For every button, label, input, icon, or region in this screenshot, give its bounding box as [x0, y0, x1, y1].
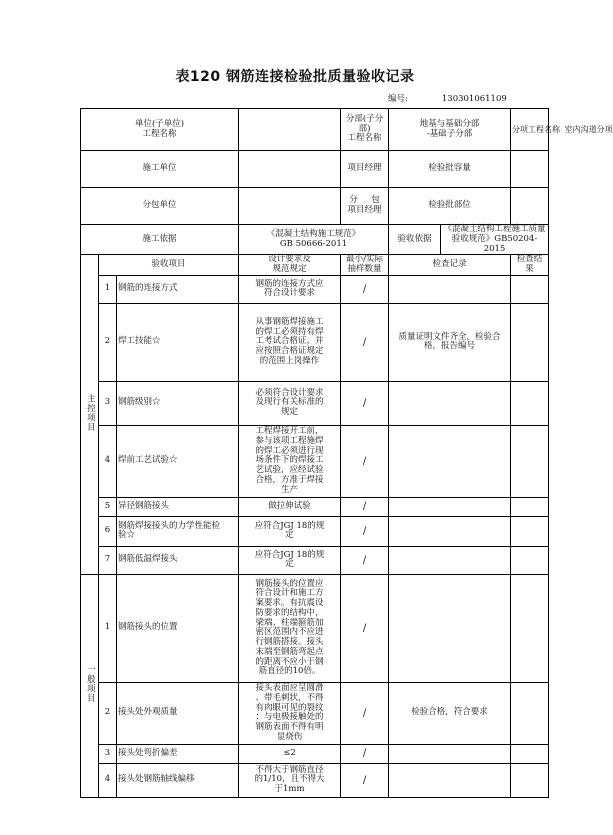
item-number: 3: [99, 381, 117, 425]
general-group-label: 一般项目: [85, 664, 96, 703]
item-record: [389, 574, 511, 682]
item-result: [511, 682, 549, 744]
general-group: [81, 574, 99, 797]
item-name: 钢筋焊接接头的力学性能检 验☆: [117, 516, 239, 546]
sub-item-value: [511, 109, 613, 151]
item-name: 钢筋接头的位置: [117, 574, 239, 682]
table-row: [81, 303, 549, 381]
item-name: 异径钢筋接头: [117, 497, 239, 516]
item-design: 工程焊接开工前， 参与该项工程施焊 的焊工必须进行现 场条件下的焊接工 艺试验，应经试验 合格，方准于焊接 生产: [239, 425, 341, 497]
header-row-project: [81, 109, 549, 151]
project-manager-label: 项目经理: [341, 151, 389, 188]
acceptance-record-table: [80, 108, 613, 798]
column-header-row: [81, 255, 549, 276]
item-sample: /: [341, 744, 389, 763]
item-number: 5: [99, 497, 117, 516]
header-row-basis: [81, 225, 549, 255]
item-number: 6: [99, 516, 117, 546]
document-number-label: 编号:: [388, 94, 408, 104]
item-design: 钢筋的连接方式应 符合设计要求: [239, 275, 341, 303]
item-result: [511, 744, 549, 763]
batch-capacity-value: [511, 151, 549, 188]
contractor-label: 施工单位: [81, 151, 239, 188]
item-sample: /: [341, 574, 389, 682]
item-record: [389, 497, 511, 516]
page-title: 表120 钢筋连接检验批质量验收记录: [175, 69, 415, 85]
division-project-value: 地基与基础分部 -基础子分部: [389, 109, 511, 151]
column-header-record: 检查记录: [389, 255, 511, 276]
unit-project-value: [239, 109, 341, 151]
item-sample: /: [341, 303, 389, 381]
item-number: 4: [99, 763, 117, 797]
item-sample: /: [341, 546, 389, 574]
table-row: [81, 744, 549, 763]
item-design: 做拉伸试验: [239, 497, 341, 516]
general-record-text: 检验合格，符合要求: [389, 682, 511, 744]
table-row: [81, 574, 549, 682]
item-number: 1: [99, 275, 117, 303]
column-header-sample: 最小/实际 抽样数量: [341, 255, 389, 276]
item-sample: /: [341, 763, 389, 797]
item-result: [511, 546, 549, 574]
division-project-label: 分部(子分部) 工程名称: [341, 109, 389, 151]
item-name: 接头处弯折偏差: [117, 744, 239, 763]
item-number: 2: [99, 682, 117, 744]
item-design: 不得大于钢筋直径 的1/10，且不得大 于1mm: [239, 763, 341, 797]
construction-basis-value: 《混凝土结构施工规范》 GB 50666-2011: [239, 225, 389, 255]
item-record: [389, 381, 511, 425]
contractor-value: [239, 151, 341, 188]
main-record-text: 质量证明文件齐全，检验合 格，报告编号: [389, 303, 511, 381]
item-design: 必须符合设计要求 及现行有关标准的 规定: [239, 381, 341, 425]
item-record: [389, 546, 511, 574]
item-record: [389, 744, 511, 763]
main-group-label: 主控项目: [85, 393, 96, 432]
item-sample: /: [341, 497, 389, 516]
item-sample: /: [341, 275, 389, 303]
main-control-group: [81, 255, 99, 575]
table-row: [81, 497, 549, 516]
unit-project-label: 单位(子单位) 工程名称: [81, 109, 239, 151]
item-result: [511, 381, 549, 425]
item-design: 应符合JGJ 18的规 定: [239, 516, 341, 546]
acceptance-basis-label: 验收依据: [389, 225, 441, 255]
item-name: 接头处钢筋轴线偏移: [117, 763, 239, 797]
item-design: ≤2: [239, 744, 341, 763]
header-row-subcontractor: [81, 188, 549, 225]
sub-project-manager-label: 分 包 项目经理: [341, 188, 389, 225]
item-result: [511, 497, 549, 516]
document-number-value: 130301061109: [441, 94, 507, 104]
document-number: [388, 92, 507, 104]
item-record: [389, 516, 511, 546]
item-number: 2: [99, 303, 117, 381]
item-record: [389, 275, 511, 303]
item-number: 4: [99, 425, 117, 497]
item-number: 3: [99, 744, 117, 763]
table-row: [81, 516, 549, 546]
item-name: 钢筋的连接方式: [117, 275, 239, 303]
sub-item-text: 室内沟道分项: [564, 124, 613, 134]
subcontractor-label: 分包单位: [81, 188, 239, 225]
item-name: 钢筋低温焊接头: [117, 546, 239, 574]
item-design: 应符合JGJ 18的规 定: [239, 546, 341, 574]
subcontractor-value: [239, 188, 341, 225]
table-row: [81, 763, 549, 797]
item-design: 从事钢筋焊接施工 的焊工必须持有焊 工考试合格证，并 应按照合格证规定 的范围上岗操作: [239, 303, 341, 381]
sub-item-label: 分项工程名称: [512, 124, 561, 134]
item-design: 接头表面应呈圆滑 、带毛刺状，不得 有肉眼可见的裂纹 ；与电极接触处的 钢筋表面不得有明 显烧伤: [239, 682, 341, 744]
item-result: [511, 275, 549, 303]
batch-capacity-label: 检验批容量: [389, 151, 511, 188]
item-name: 焊工技能☆: [117, 303, 239, 381]
item-name: 钢筋级别☆: [117, 381, 239, 425]
header-row-contractor: [81, 151, 549, 188]
item-result: [511, 303, 549, 381]
item-number: 1: [99, 574, 117, 682]
item-name: 接头处外观质量: [117, 682, 239, 744]
batch-part-label: 检验批部位: [389, 188, 511, 225]
table-row: [81, 381, 549, 425]
table-row: [81, 275, 549, 303]
item-result: [511, 763, 549, 797]
item-sample: /: [341, 381, 389, 425]
column-header-design: 设计要求及 规范规定: [239, 255, 341, 276]
item-sample: /: [341, 516, 389, 546]
acceptance-basis-value: 《混凝土结构工程施工质量 验收规范》GB50204-2015: [441, 225, 549, 255]
item-record: [389, 425, 511, 497]
item-name: 焊前工艺试验☆: [117, 425, 239, 497]
table-row: [81, 425, 549, 497]
column-header-result: 检查结 果: [511, 255, 549, 276]
table-row: [81, 546, 549, 574]
item-sample: /: [341, 682, 389, 744]
batch-part-value: [511, 188, 549, 225]
table-row: [81, 682, 549, 744]
construction-basis-label: 施工依据: [81, 225, 239, 255]
item-number: 7: [99, 546, 117, 574]
item-record: [389, 763, 511, 797]
item-design: 钢筋接头的位置应 符合设计和施工方 案要求。有抗震设 防要求的结构中， 梁端、柱端箍筋加 密区范围内不应进 行钢筋搭接。接头 末端至钢筋弯起点 的距离不应小于钢 筋直径的10倍。: [239, 574, 341, 682]
item-result: [511, 516, 549, 546]
item-result: [511, 425, 549, 497]
item-result: [511, 574, 549, 682]
column-header-item: 验收项目: [99, 255, 239, 276]
item-sample: /: [341, 425, 389, 497]
